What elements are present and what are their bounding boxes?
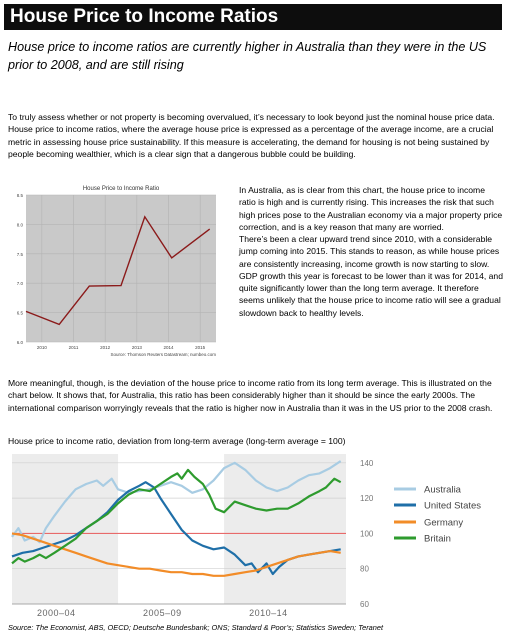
deviation-paragraph: More meaningful, though, is the deviation of the house price to income ratio from its long term average. This is illustrated on the chart below. It shows that, for Australia, this ratio has been considerably higher than it should be since the early 2000s. The international comparison worryingly reveals that the ratio is higher now in Australia than it was in the US prior to the 2008 crash.: [8, 378, 493, 413]
chart2-x-label-3: 2010–14: [249, 608, 288, 618]
subtitle: House price to income ratios are currently higher in Australia than they were in the US prior to 2008, and are still rising: [8, 40, 487, 72]
chart1-title: House Price to Income Ratio: [82, 186, 160, 192]
chart2-y-tick-60: 60: [360, 600, 369, 609]
deviation-chart: [8, 452, 502, 620]
chart2-y-tick-100: 100: [360, 529, 374, 539]
chart1-y-tick-6.5: 6.5: [16, 310, 23, 316]
chart1-y-tick-7.5: 7.5: [16, 251, 23, 257]
trend-paragraph: There’s been a clear upward trend since 2010, with a considerable jump coming into 2015. This stands to reason, as while house prices are consistently increasing, income growth is now starting to slow. GDP growth this year is forecast to be lower than it was for 2014, and quite significantly lower than the long term average. It therefore seems unlikely that the house price to income ratio will see a gradual slowdown back to healthy levels.: [239, 234, 503, 318]
chart2-y-tick-140: 140: [360, 458, 374, 468]
chart1-y-tick-8.5: 8.5: [16, 193, 23, 198]
chart1-x-tick-2012: 2012: [100, 345, 111, 350]
page-title: House Price to Income Ratios: [10, 6, 279, 27]
chart2-y-tick-80: 80: [360, 564, 369, 574]
chart1-plot-area: [26, 195, 216, 342]
legend-label-germany: Germany: [424, 517, 464, 529]
chart2-x-label-2: 2005–09: [143, 608, 182, 618]
chart1-y-tick-8.0: 8.0: [16, 222, 23, 228]
chart1-x-tick-2014: 2014: [163, 345, 174, 350]
title-bar: [4, 4, 502, 30]
house-price-income-chart: [6, 180, 234, 366]
chart1-x-tick-2013: 2013: [131, 345, 142, 350]
chart2-shaded-period-1: [12, 454, 118, 604]
chart1-x-tick-2015: 2015: [195, 345, 206, 350]
chart2-y-tick-120: 120: [360, 494, 374, 504]
australia-paragraph: In Australia, as is clear from this chart, the house price to income ratio is high and is currently rising. This increases the risk that such high prices pose to the Australian economy via a major property price correction, and is a key reason that many are worried.: [239, 185, 503, 232]
intro-paragraph: To truly assess whether or not property is becoming overvalued, it’s necessary to look beyond just the nominal house price data. House price to income ratios, where the average house price is expressed as a percentage of the average income, are a crucial metric in assessing house price sustainability. If this measure is accelerating, the demand for housing is not being sustained by people becoming wealthier, which is a clear sign that a dangerous bubble could be building.: [8, 112, 495, 159]
source-line: Source: The Economist, ABS, OECD; Deutsche Bundesbank; ONS; Standard & Poor’s; Statistics Sweden; Teranet: [8, 623, 384, 632]
legend-label-australia: Australia: [424, 484, 461, 496]
chart1-x-tick-2011: 2011: [68, 345, 79, 350]
legend-label-united-states: United States: [424, 500, 482, 512]
chart2-x-label-1: 2000–04: [37, 608, 76, 618]
chart-caption: House price to income ratio, deviation from long-term average (long-term average = 100): [8, 436, 346, 446]
legend-label-britain: Britain: [424, 533, 451, 545]
chart2-shaded-period-2: [224, 454, 346, 604]
chart1-y-tick-6.0: 6.0: [16, 340, 23, 345]
chart1-x-tick-2010: 2010: [36, 345, 47, 350]
chart1-source: Source: Thomson Reuters Datastream; numbeo.com: [110, 352, 216, 357]
chart1-y-tick-7.0: 7.0: [16, 281, 23, 287]
